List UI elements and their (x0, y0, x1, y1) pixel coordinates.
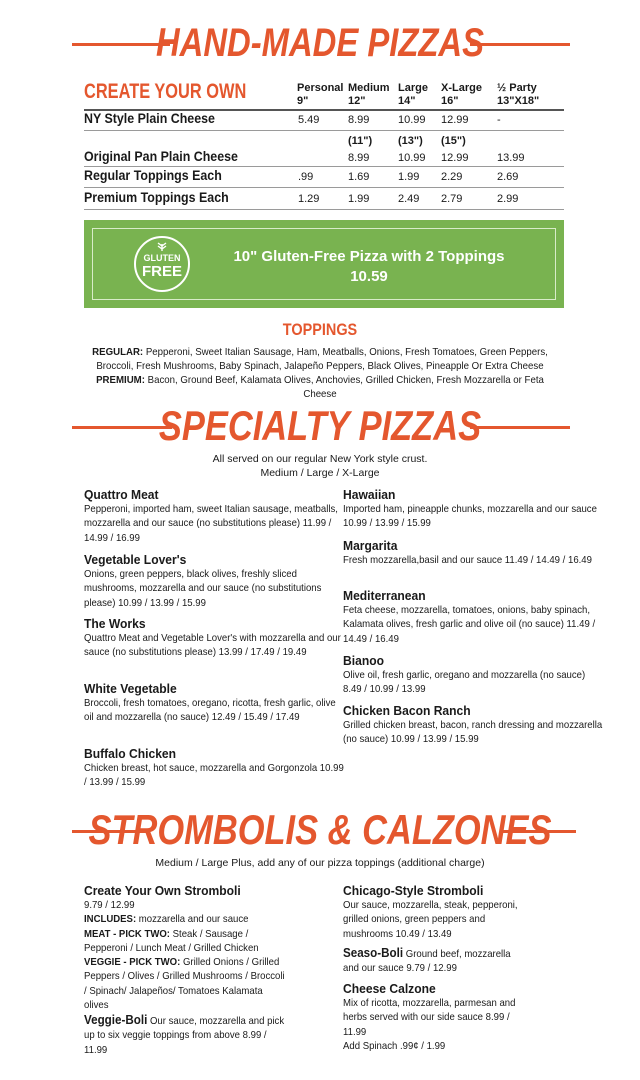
price-cell: 10.99 (398, 152, 426, 164)
price-cell: 12.99 (441, 152, 469, 164)
item-name: Margarita (343, 538, 398, 553)
item-name: Chicken Bacon Ranch (343, 703, 471, 718)
table-divider (84, 130, 564, 131)
table-divider (84, 209, 564, 210)
menu-item-create-stromboli (84, 883, 344, 1013)
menu-item-veggie-boli (84, 1013, 344, 1058)
menu-item-hawaiian (343, 487, 603, 532)
item-extra: Add Spinach .99¢ / 1.99 (343, 1040, 446, 1052)
item-description: Onions, green peppers, black olives, freshly sliced mushrooms, mozzarella and our sauce (no substitutions please) 10.99 / 13.99 / 15.99 (84, 569, 322, 609)
price-cell: 12.99 (441, 114, 469, 126)
price-cell: 2.49 (398, 193, 420, 205)
item-description: Grilled chicken breast, bacon, ranch dressing and mozzarella (no sauce) 10.99 / 13.99 / 15.99 (343, 720, 603, 746)
price-cell: 1.29 (298, 193, 320, 205)
row-label-ny-cheese: NY Style Plain Cheese (84, 111, 215, 126)
item-description: Chicken breast, hot sauce, mozzarella and Gorgonzola 10.99 / 13.99 / 15.99 (84, 763, 344, 789)
price-cell: 2.69 (497, 171, 519, 183)
item-description: Quattro Meat and Vegetable Lover's with mozzarella and our sauce (no substitutions please) 13.99 / 17.49 / 19.49 (84, 633, 341, 659)
table-divider (84, 166, 564, 167)
size-note: (13") (398, 135, 423, 147)
row-label-regular-toppings: Regular Toppings Each (84, 168, 222, 183)
regular-toppings: Pepperoni, Sweet Italian Sausage, Ham, Meatballs, Onions, Fresh Tomatoes, Green Peppers, Broccoli, Fresh Mushrooms, Baby Spinach, Jalapeño Peppers, Black Olives, Pineapple Or Extra Cheese (96, 346, 548, 372)
item-description: Mix of ricotta, mozzarella, parmesan and herbs served with our side sauce 8.99 / 11.99 (343, 998, 516, 1038)
menu-item-chicken-bacon-ranch (343, 703, 603, 748)
table-divider (84, 187, 564, 188)
item-description: Broccoli, fresh tomatoes, oregano, ricotta, fresh garlic, olive oil and mozzarella (no sauce) 12.49 / 15.49 / 17.49 (84, 698, 336, 724)
specialty-crust-note: All served on our regular New York style crust. (212, 453, 428, 465)
menu-item-cheese-calzone (343, 981, 603, 1054)
menu-item-quattro-meat (84, 487, 344, 546)
stromboli-sizes-note: Medium / Large Plus, add any of our pizza toppings (additional charge) (155, 857, 485, 869)
section-title-handmade: HAND-MADE PIZZAS (156, 21, 484, 65)
gluten-free-badge (134, 236, 190, 292)
col-xlarge: X-Large 16" (441, 82, 482, 107)
create-your-own-heading: CREATE YOUR OWN (84, 80, 247, 103)
item-name: Cheese Calzone (343, 981, 436, 996)
price-cell: 8.99 (348, 114, 370, 126)
item-description: Seaso-Boli Ground beef, mozzarella and our sauce 9.79 / 12.99 (343, 946, 511, 975)
item-description: Pepperoni, imported ham, sweet Italian sausage, meatballs, mozzarella and our sauce (no substitutions please) 11.99 / 14.99 / 16.99 (84, 504, 338, 544)
section-title-specialty: SPECIALTY PIZZAS (158, 402, 482, 449)
price-cell: 1.99 (398, 171, 420, 183)
item-name: Hawaiian (343, 487, 396, 502)
menu-item-bianoo (343, 653, 603, 698)
item-name: Veggie-Boli (84, 1013, 148, 1027)
item-name: Vegetable Lover's (84, 552, 187, 567)
price-cell: 8.99 (348, 152, 370, 164)
size-note: (11") (348, 135, 373, 147)
col-personal: Personal 9" (297, 82, 344, 107)
premium-toppings: Bacon, Ground Beef, Kalamata Olives, Anchovies, Grilled Chicken, Fresh Mozzarella or Feta Cheese (147, 374, 544, 400)
premium-label: PREMIUM: (96, 374, 145, 386)
item-name: White Vegetable (84, 681, 177, 696)
row-label-pan-cheese: Original Pan Plain Cheese (84, 149, 238, 164)
item-description: Feta cheese, mozzarella, tomatoes, onions, baby spinach, Kalamata olives, fresh garlic and olive oil (no sauce) 11.49 / 14.49 / 16.49 (343, 605, 596, 645)
item-name: Chicago-Style Stromboli (343, 883, 484, 898)
col-medium: Medium 12" (348, 82, 390, 107)
meat-pick-two: MEAT - PICK TWO: Steak / Sausage / Pepperoni / Lunch Meat / Grilled Chicken (84, 928, 259, 954)
item-name: Quattro Meat (84, 487, 159, 502)
item-name: The Works (84, 616, 146, 631)
col-large: Large 14" (398, 82, 428, 107)
veggie-pick-two: VEGGIE - PICK TWO: Grilled Onions / Grilled Peppers / Olives / Grilled Mushrooms / Broccoli / Spinach/ Jalapeños/ Tomatoes Kalamata olives (84, 957, 285, 1012)
price-cell: 5.49 (298, 114, 320, 126)
item-name: Mediterranean (343, 588, 426, 603)
col-half-party: ½ Party 13"X18" (497, 82, 540, 107)
regular-label: REGULAR: (92, 346, 144, 358)
item-description: Veggie-Boli Our sauce, mozzarella and pick up to six veggie toppings from above 8.99 / 11.99 (84, 1013, 285, 1056)
price-cell: - (497, 114, 501, 126)
size-note: (15") (441, 135, 466, 147)
price-cell: 2.99 (497, 193, 519, 205)
item-description (84, 899, 289, 1013)
price-cell: 1.69 (348, 171, 370, 183)
item-name: Bianoo (343, 653, 384, 668)
includes-line: INCLUDES: mozzarella and our sauce (84, 914, 249, 926)
item-description: Fresh mozzarella,basil and our sauce 11.49 / 14.49 / 16.49 (343, 555, 592, 566)
price-cell: 2.79 (441, 193, 463, 205)
item-description: Olive oil, fresh garlic, oregano and mozzarella (no sauce) 8.49 / 10.99 / 13.99 (343, 670, 586, 696)
specialty-sizes: Medium / Large / X-Large (260, 467, 380, 479)
badge-bottom-text: FREE (141, 263, 182, 280)
menu-item-buffalo-chicken (84, 746, 344, 791)
menu-item-white-vegetable (84, 681, 344, 726)
price-cell: 10.99 (398, 114, 426, 126)
item-name: Buffalo Chicken (84, 746, 177, 761)
menu-item-seaso-boli (343, 946, 603, 977)
gluten-free-price: 10.59 (350, 268, 388, 285)
badge-top-text: GLUTEN (143, 253, 181, 263)
section-title-strombolis: STROMBOLIS & CALZONES (88, 806, 552, 853)
row-label-premium-toppings: Premium Toppings Each (84, 190, 229, 205)
menu-item-chicago-stromboli (343, 883, 603, 942)
item-description: Imported ham, pineapple chunks, mozzarella and our sauce 10.99 / 13.99 / 15.99 (343, 504, 597, 530)
price-cell: 2.29 (441, 171, 463, 183)
wheat-icon (152, 242, 172, 252)
price-cell: 1.99 (348, 193, 370, 205)
item-description: Our sauce, mozzarella, steak, pepperoni, grilled onions, green peppers and mushrooms 10.49 / 13.49 (343, 900, 518, 940)
price-cell: 13.99 (497, 152, 525, 164)
gluten-free-title: 10" Gluten-Free Pizza with 2 Toppings (233, 248, 505, 265)
menu-item-vegetable-lovers (84, 552, 344, 611)
price-cell: .99 (298, 171, 314, 183)
gluten-free-banner (84, 220, 564, 308)
toppings-heading: TOPPINGS (282, 320, 358, 339)
menu-item-margarita (343, 538, 603, 568)
menu-item-mediterranean (343, 588, 603, 647)
menu-item-the-works (84, 616, 344, 661)
toppings-list (81, 345, 559, 401)
item-name: Create Your Own Stromboli (84, 883, 241, 898)
item-price: 9.79 / 12.99 (84, 900, 135, 911)
item-name: Seaso-Boli (343, 946, 404, 960)
